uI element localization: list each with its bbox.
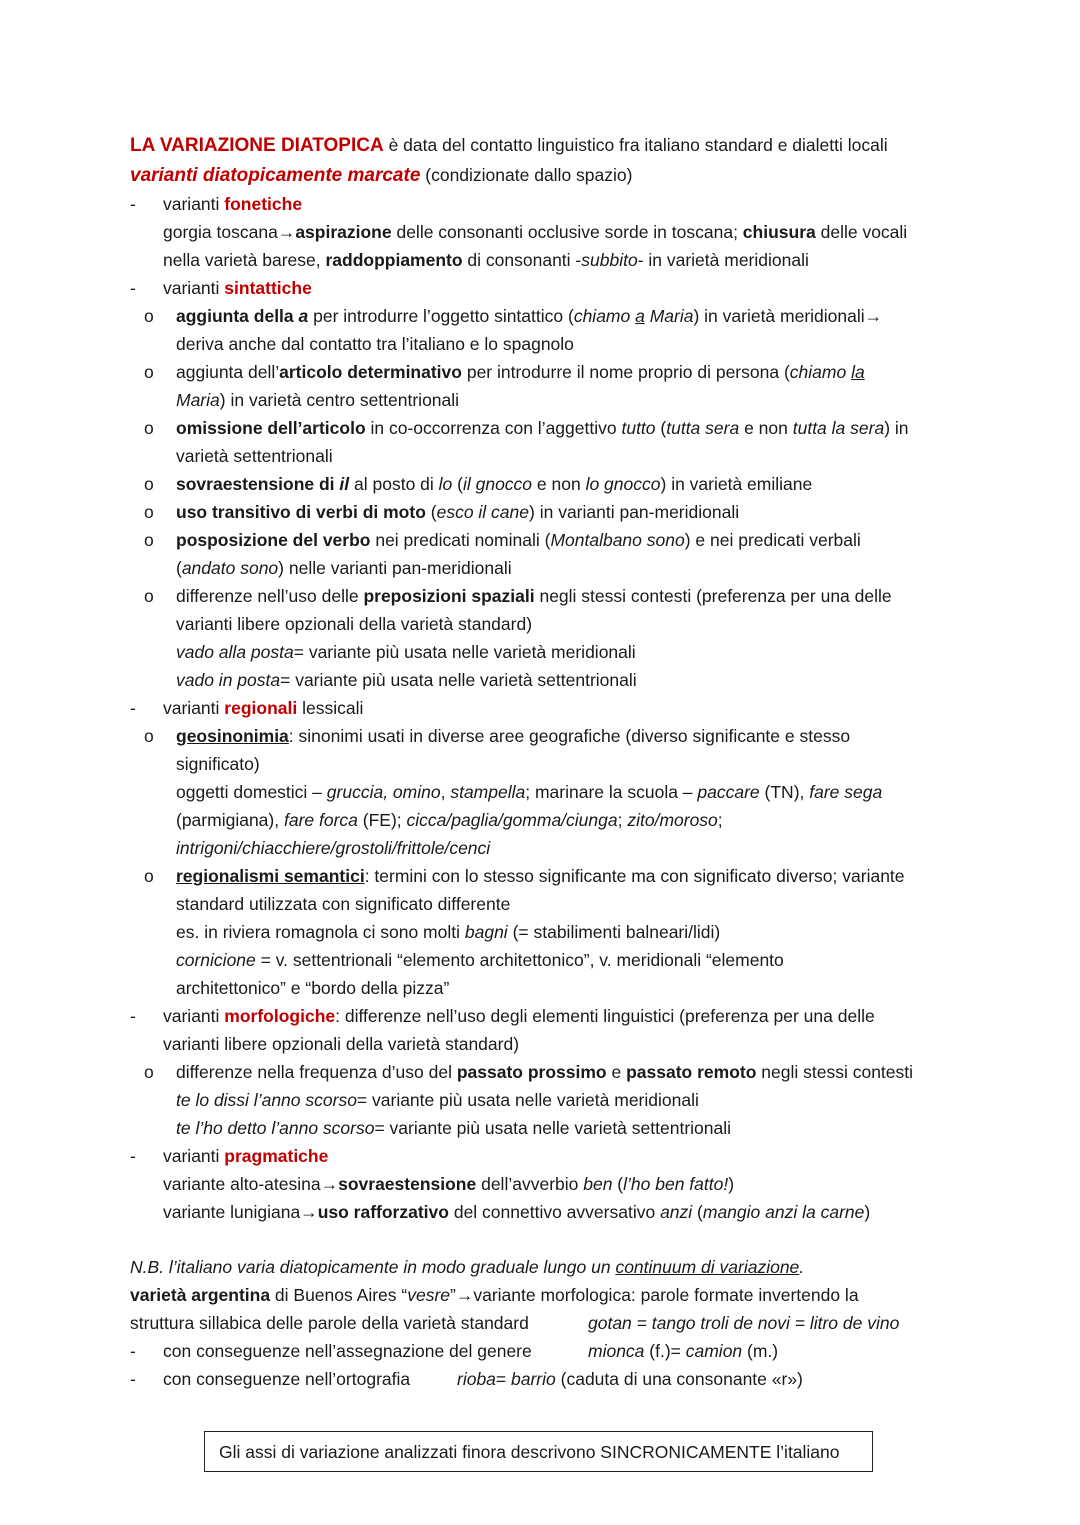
ortografia-line — [163, 1365, 410, 1393]
text-run: ; marinare la scuola – — [525, 782, 698, 802]
text-run: tutta sera — [666, 418, 740, 438]
text-run: sintattiche — [224, 278, 312, 298]
nb-line — [130, 1253, 804, 1281]
text-run: negli stessi contesti — [756, 1062, 914, 1082]
dash-bullet: - — [130, 1006, 136, 1026]
geo-line-4 — [176, 806, 723, 834]
text-run: significato) — [176, 754, 260, 774]
genere-example — [588, 1337, 778, 1365]
dash-bullet: - — [130, 1341, 136, 1361]
text-run: barrio — [511, 1369, 556, 1389]
text-run: nei predicati nominali ( — [370, 530, 551, 550]
sintattiche-heading — [163, 274, 312, 302]
text-run: sovraestensione di — [176, 474, 340, 494]
prag-line-2 — [163, 1198, 870, 1226]
text-run: Maria — [644, 306, 694, 326]
text-run: delle consonanti occlusive sorde in toscana; — [391, 222, 743, 242]
text-run: ) e nei predicati verbali — [684, 530, 861, 550]
text-run: varianti libere opzionali della varietà standard) — [163, 1034, 520, 1054]
text-run: oggetti domestici – — [176, 782, 327, 802]
text-run: variante alto-atesina→ — [163, 1174, 339, 1194]
text-run: nella varietà barese, — [163, 250, 326, 270]
dash-bullet: - — [130, 278, 136, 298]
text-run: ( — [425, 502, 437, 522]
pragmatiche-heading — [163, 1142, 328, 1170]
sint-f-line-1 — [176, 526, 861, 554]
text-run: la — [851, 362, 865, 382]
text-run: ) — [864, 1202, 871, 1222]
text-run: per introdurre il nome proprio di persona ( — [461, 362, 790, 382]
text-run: dell’avverbio — [476, 1174, 584, 1194]
text-run: te lo dissi l’anno scorso — [176, 1090, 357, 1110]
text-run: a — [635, 306, 645, 326]
sint-g-line-3 — [176, 638, 636, 666]
text-run: (caduta di una consonante «r») — [555, 1369, 803, 1389]
text-run: varietà settentrionali — [176, 446, 333, 466]
text-run: Montalbano sono — [550, 530, 685, 550]
text-run: vesre — [407, 1285, 451, 1305]
text-run: = variante più usata nelle varietà meridionali — [356, 1090, 699, 1110]
text-run: aspirazione — [295, 222, 392, 242]
text-run: omissione dell’articolo — [176, 418, 366, 438]
text-run: (m.) — [742, 1341, 779, 1361]
text-run: cornicione — [176, 950, 256, 970]
sint-a-line-2 — [176, 330, 574, 358]
text-run: varianti libere opzionali della varietà standard) — [176, 614, 533, 634]
text-run: e — [606, 1062, 627, 1082]
text-run: (condizionate dallo spazio) — [420, 165, 633, 185]
text-run: mionca — [588, 1341, 645, 1361]
text-run: il gnocco — [462, 474, 533, 494]
reg-line-1 — [176, 862, 905, 890]
dash-bullet: - — [130, 1146, 136, 1166]
text-run: pragmatiche — [224, 1146, 329, 1166]
text-run: subbito — [581, 250, 638, 270]
text-run: posposizione del verbo — [176, 530, 371, 550]
text-run: a — [298, 306, 309, 326]
reg-line-3 — [176, 918, 720, 946]
reg-line-4 — [176, 946, 784, 974]
text-run: varianti — [163, 194, 225, 214]
text-run: regionalismi semantici — [176, 866, 365, 886]
sint-g-line-1 — [176, 582, 892, 610]
text-run: : termini con lo stesso significante ma con significato diverso; variante — [364, 866, 905, 886]
dash-bullet: - — [130, 1369, 136, 1389]
text-run: stampella — [450, 782, 526, 802]
text-run: = variante più usata nelle varietà settentrionali — [280, 670, 637, 690]
sint-g-line-2 — [176, 610, 532, 638]
text-run: - in varietà meridionali — [637, 250, 809, 270]
text-run: te l’ho detto l’anno scorso — [176, 1118, 375, 1138]
text-run: differenze nell’uso delle — [176, 586, 364, 606]
text-run: ”→variante morfologica: parole formate invertendo la — [450, 1285, 859, 1305]
text-run: regionali — [224, 698, 298, 718]
sint-b-line-1 — [176, 358, 865, 386]
text-run: di Buenos Aires “ — [270, 1285, 408, 1305]
text-run: camion — [685, 1341, 743, 1361]
text-run: per introdurre l’oggetto sintattico ( — [308, 306, 574, 326]
text-run: ) in varietà emiliane — [660, 474, 813, 494]
text-run: . — [799, 1257, 805, 1277]
text-run: con conseguenze nell’assegnazione del genere — [163, 1341, 532, 1361]
text-run: = variante più usata nelle varietà meridionali — [293, 642, 636, 662]
text-run: delle vocali — [815, 222, 908, 242]
argentina-line-2 — [130, 1309, 529, 1337]
geo-line-3 — [176, 778, 882, 806]
text-run: aggiunta dell’ — [176, 362, 280, 382]
text-run: e non — [739, 418, 793, 438]
text-run: continuum di variazione — [615, 1257, 800, 1277]
sint-f-line-2 — [176, 554, 512, 582]
text-run: (= stabilimenti balneari/lidi) — [507, 922, 721, 942]
text-run: al posto di — [349, 474, 439, 494]
text-run: architettonico” e “bordo della pizza” — [176, 978, 450, 998]
text-run: preposizioni spaziali — [363, 586, 535, 606]
text-run: lessicali — [297, 698, 364, 718]
text-run: troli de novi = litro de vino — [700, 1313, 900, 1333]
subtitle-line — [130, 161, 632, 189]
sint-d-line-1 — [176, 470, 812, 498]
text-run: aggiunta della — [176, 306, 299, 326]
dash-bullet: - — [130, 698, 136, 718]
text-run: : differenze nell’uso degli elementi linguistici (preferenza per una delle — [335, 1006, 875, 1026]
circle-bullet: o — [144, 530, 154, 550]
text-run: ( — [176, 558, 182, 578]
circle-bullet: o — [144, 586, 154, 606]
text-run: lo gnocco — [585, 474, 661, 494]
footer-box — [204, 1431, 873, 1472]
text-run: e non — [532, 474, 586, 494]
text-run: sovraestensione — [338, 1174, 477, 1194]
text-run: morfologiche — [224, 1006, 336, 1026]
text-run: ) in varietà meridionali→ — [693, 306, 883, 326]
text-run: = variante più usata nelle varietà settentrionali — [374, 1118, 732, 1138]
ortografia-example — [457, 1365, 803, 1393]
text-run: vado in posta — [176, 670, 281, 690]
text-run: Maria — [176, 390, 220, 410]
fonetiche-line-2 — [163, 246, 809, 274]
dash-bullet: - — [130, 194, 136, 214]
geo-line-2 — [176, 750, 260, 778]
text-run: chiamo — [573, 306, 636, 326]
text-run: (parmigiana), — [176, 810, 284, 830]
fonetiche-line-1 — [163, 218, 907, 246]
text-run: in co-occorrenza con l’aggettivo — [365, 418, 622, 438]
footer-text: Gli assi di variazione analizzati finora descrivono SINCRONICAMENTE l’italiano — [219, 1442, 840, 1462]
text-run: standard utilizzata con significato differente — [176, 894, 511, 914]
text-run: ( — [692, 1202, 703, 1222]
regionali-heading — [163, 694, 363, 722]
circle-bullet: o — [144, 502, 154, 522]
circle-bullet: o — [144, 866, 154, 886]
text-run: fonetiche — [224, 194, 303, 214]
text-run: varietà argentina — [130, 1285, 271, 1305]
text-run: ( — [452, 474, 463, 494]
circle-bullet: o — [144, 1062, 154, 1082]
genere-line — [163, 1337, 532, 1365]
text-run: ( — [655, 418, 667, 438]
sint-c-line-2 — [176, 442, 333, 470]
text-run: ; — [617, 810, 628, 830]
text-run: , — [440, 782, 451, 802]
text-run: esco il cane — [436, 502, 530, 522]
text-run: passato prossimo — [456, 1062, 607, 1082]
text-run: raddoppiamento — [325, 250, 463, 270]
text-run: con conseguenze nell’ortografia — [163, 1369, 411, 1389]
text-run: ) in varianti pan-meridionali — [529, 502, 740, 522]
text-run: di consonanti - — [462, 250, 582, 270]
text-run: il — [339, 474, 350, 494]
text-run: : sinonimi usati in diverse aree geografiche (diverso significante e stesso — [288, 726, 851, 746]
text-run: ) — [728, 1174, 735, 1194]
text-run: uso rafforzativo — [317, 1202, 449, 1222]
text-run: gotan = tango — [588, 1313, 696, 1333]
reg-line-5 — [176, 974, 449, 1002]
text-run: chiusura — [742, 222, 816, 242]
text-run: ( — [612, 1174, 624, 1194]
text-run: tutto — [621, 418, 656, 438]
morf-a-line-1 — [176, 1058, 913, 1086]
morfologiche-heading — [163, 1002, 875, 1030]
text-run: rioba — [457, 1369, 496, 1389]
text-run: mangio anzi la carne — [702, 1202, 865, 1222]
text-run: articolo determinativo — [279, 362, 462, 382]
text-run: (f.)= — [644, 1341, 686, 1361]
text-run: N.B. l’italiano varia diatopicamente in modo graduale lungo un — [130, 1257, 616, 1277]
sint-b-line-2 — [176, 386, 459, 414]
circle-bullet: o — [144, 726, 154, 746]
text-run: varianti — [163, 1146, 225, 1166]
reg-line-2 — [176, 890, 510, 918]
text-run: passato remoto — [626, 1062, 757, 1082]
text-run: deriva anche dal contatto tra l’italiano e lo spagnolo — [176, 334, 574, 354]
text-run: varianti diatopicamente marcate — [130, 165, 421, 186]
text-run: struttura sillabica delle parole della varietà standard — [130, 1313, 529, 1333]
text-run: ) in — [884, 418, 909, 438]
prag-line-1 — [163, 1170, 734, 1198]
text-run: es. in riviera romagnola ci sono molti — [176, 922, 465, 942]
geo-line-1 — [176, 722, 850, 750]
sint-g-line-4 — [176, 666, 637, 694]
text-run: bagni — [464, 922, 508, 942]
text-run: cicca/paglia/gomma/ciunga — [406, 810, 618, 830]
text-run: uso transitivo di verbi di moto — [176, 502, 426, 522]
text-run: ben — [583, 1174, 613, 1194]
geo-line-5 — [176, 834, 490, 862]
text-run: variante lunigiana→ — [163, 1202, 318, 1222]
sint-c-line-1 — [176, 414, 909, 442]
text-run: LA VARIAZIONE DIATOPICA — [130, 135, 384, 156]
text-run: è data del contatto linguistico fra italiano standard e dialetti locali — [383, 135, 888, 155]
text-run: tutta la sera — [792, 418, 885, 438]
text-run: zito/moroso — [627, 810, 718, 830]
text-run: l’ho ben fatto! — [623, 1174, 729, 1194]
argentina-line-1 — [130, 1281, 859, 1309]
text-run: varianti — [163, 698, 225, 718]
text-run: (FE); — [357, 810, 407, 830]
text-run: vado alla posta — [176, 642, 294, 662]
text-run: varianti — [163, 1006, 225, 1026]
morf-a-line-2 — [176, 1086, 699, 1114]
fonetiche-heading — [163, 190, 302, 218]
text-run: = v. settentrionali “elemento architettonico”, v. meridionali “elemento — [255, 950, 784, 970]
argentina-example-1 — [588, 1309, 899, 1337]
text-run: differenze nella frequenza d’uso del — [176, 1062, 457, 1082]
circle-bullet: o — [144, 362, 154, 382]
morfologiche-line-2 — [163, 1030, 519, 1058]
text-run: lo — [438, 474, 453, 494]
circle-bullet: o — [144, 418, 154, 438]
text-run: del connettivo avversativo — [448, 1202, 661, 1222]
circle-bullet: o — [144, 306, 154, 326]
text-run: andato sono — [181, 558, 279, 578]
text-run: ; — [717, 810, 723, 830]
sint-e-line-1 — [176, 498, 739, 526]
title-line — [130, 131, 888, 159]
text-run: geosinonimia — [176, 726, 289, 746]
circle-bullet: o — [144, 474, 154, 494]
morf-a-line-3 — [176, 1114, 731, 1142]
sint-a-line-1 — [176, 302, 882, 330]
text-run: negli stessi contesti (preferenza per una delle — [534, 586, 892, 606]
text-run: fare sega — [809, 782, 883, 802]
text-run: paccare — [697, 782, 760, 802]
text-run: ) in varietà centro settentrionali — [219, 390, 460, 410]
text-run: anzi — [660, 1202, 693, 1222]
text-run: ) nelle varianti pan-meridionali — [278, 558, 512, 578]
text-run: (TN), — [759, 782, 810, 802]
text-run: fare forca — [283, 810, 358, 830]
text-run: varianti — [163, 278, 225, 298]
text-run: gorgia toscana→ — [163, 222, 296, 242]
text-run: gruccia, omino — [326, 782, 441, 802]
text-run: intrigoni/chiacchiere/grostoli/frittole/cenci — [176, 838, 491, 858]
text-run: chiamo — [789, 362, 852, 382]
text-run: = — [495, 1369, 512, 1389]
